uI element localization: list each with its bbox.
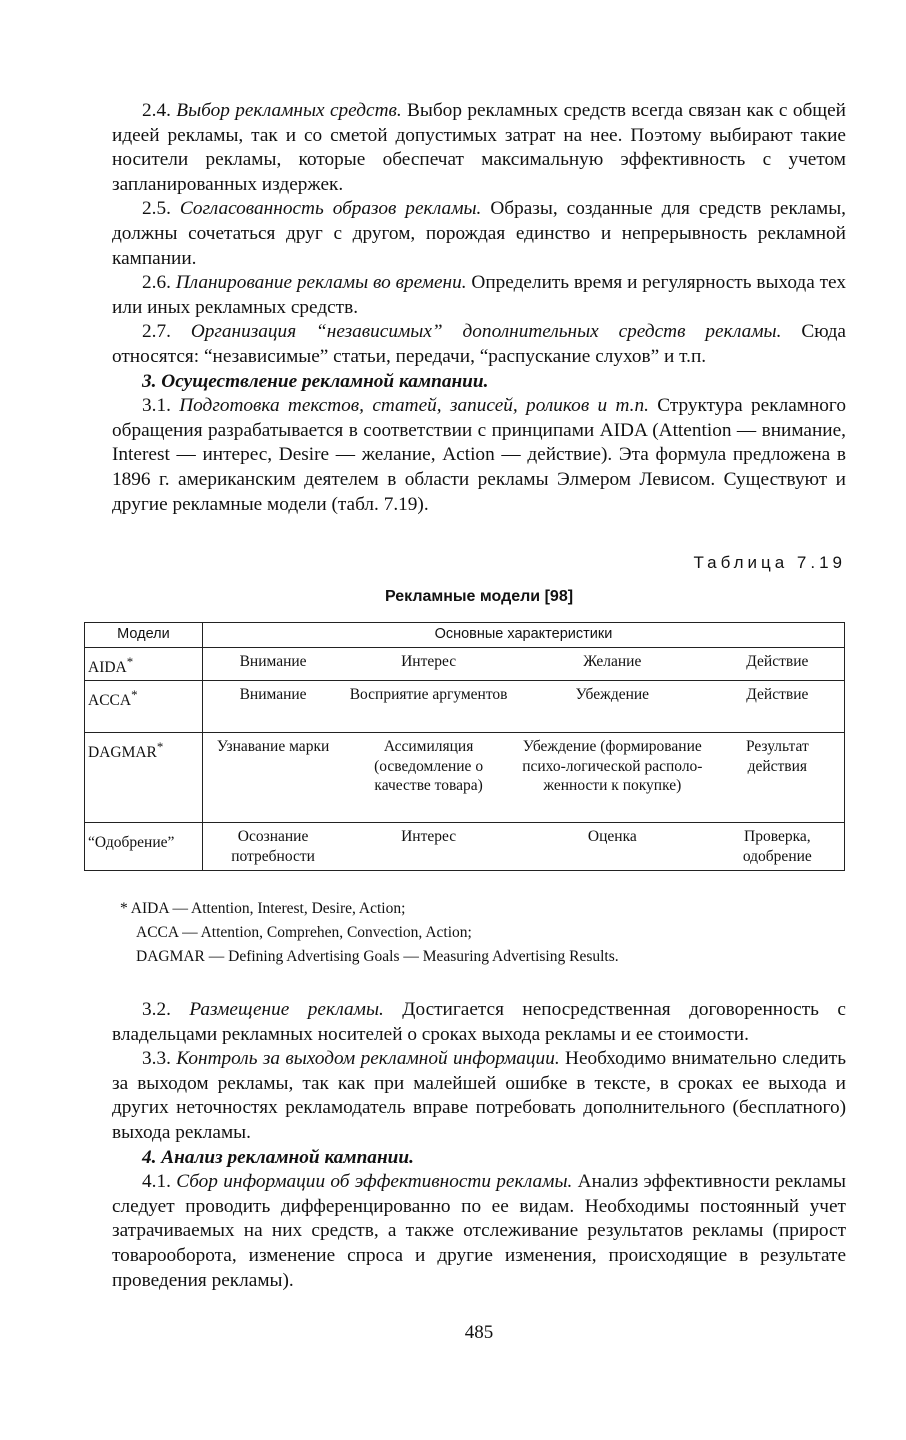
table-cell: Интерес: [343, 647, 514, 681]
paragraph-text: Достигается непосредственная договоренность с владельцами рекламных носителей о сроках выхода рекламы и ее стоимости.: [112, 999, 846, 1045]
paragraph-number: 3.3.: [142, 1048, 177, 1070]
table-title: Рекламные модели [98]: [384, 588, 574, 605]
paragraph-text: Определить время и регулярность выхода тех или иных рекламных средств.: [112, 272, 846, 318]
paragraph-text: Сюда относятся: “независимые” статьи, передачи, “распускание слухов” и т.п.: [112, 321, 846, 367]
model-name: AIDA*: [85, 647, 203, 681]
paragraph-3-2: [112, 998, 846, 1047]
footnote-acca: ACCA — Attention, Comprehen, Convection, Action;: [136, 924, 472, 941]
paragraph-2-6: [112, 271, 846, 320]
table-cell: Проверка, одобрение: [711, 823, 845, 871]
book-page: [88, 0, 846, 1440]
paragraph-number: 2.7.: [142, 321, 191, 343]
table-cell: Убеждение (формирование психо-логической располо-женности к покупке): [514, 733, 711, 823]
paragraph-title: Размещение рекламы.: [189, 999, 384, 1020]
paragraph-title: Подготовка текстов, статей, записей, роликов и т.п.: [179, 395, 649, 417]
table-header-row: [85, 623, 845, 648]
paragraph-title: Контроль за выходом рекламной информации.: [176, 1048, 560, 1070]
paragraph-number: 2.5.: [142, 198, 180, 220]
paragraph-text: Анализ эффективности рекламы следует проводить дифференцированно по ее видам. Необходимы постоянный учет затрачиваемых на них средств, а также отслеживание результатов рекламы (прирост товарооборота, изменение спроса и другие изменения, происходящие в результате проведения рекламы).: [112, 1171, 846, 1291]
table-cell: Внимание: [202, 681, 343, 733]
table-cell: Убеждение: [514, 681, 711, 733]
page-number: 485: [464, 1322, 494, 1343]
section-4-heading: 4. Анализ рекламной кампании.: [142, 1146, 414, 1168]
paragraph-number: 2.4.: [142, 100, 177, 121]
paragraph-title: Согласованность образов рекламы.: [179, 198, 482, 220]
paragraph-text: Необходимо внимательно следить за выходом рекламы, так как при малейшей ошибке в тексте, в сроках ее выхода и других неточностях рекламодатель вправе потребовать дополнительного (бесплатного) выхода рекламы.: [112, 1048, 846, 1143]
table-cell: Интерес: [343, 823, 514, 871]
paragraph-3-1: [112, 394, 846, 517]
text-block-section-2: [112, 99, 846, 517]
table-cell: Узнавание марки: [202, 733, 343, 823]
paragraph-2-4: [112, 99, 846, 197]
table-cell: Действие: [711, 647, 845, 681]
section-3-heading: 3. Осуществление рекламной кампании.: [142, 370, 489, 392]
header-models: Модели: [85, 623, 203, 648]
table-row: [85, 681, 845, 733]
paragraph-text: Структура рекламного обращения разрабатывается в соответствии с принципами AIDA (Attention — внимание, Interest — интерес, Desire — желание, Action — действие). Эта формула предложена в 1896 г. американским деятелем в области рекламы Элмером Левисом. Существуют и другие рекламные модели (табл. 7.19).: [112, 395, 846, 515]
paragraph-title: Выбор рекламных средств.: [176, 100, 402, 121]
paragraph-number: 4.1.: [142, 1171, 177, 1193]
paragraph-title: Организация “независимых” дополнительных средств рекламы.: [190, 321, 782, 343]
table-cell: Осознание потребности: [202, 823, 343, 871]
paragraph-text: Образы, созданные для средств рекламы, должны сочетаться друг с другом, порождая единство и непрерывность рекламной кампании.: [112, 198, 846, 269]
model-name: “Одобрение”: [85, 823, 203, 871]
paragraph-2-5: [112, 197, 846, 271]
paragraph-2-7: [112, 320, 846, 369]
text-block-bottom: [112, 998, 846, 1293]
table-row: [85, 733, 845, 823]
paragraph-3-3: [112, 1047, 846, 1145]
paragraph-text: Выбор рекламных средств всегда связан как с общей идеей рекламы, так и со сметой допустимых затрат на нее. Поэтому выбирают такие носители рекламы, которые обеспечат максимальную эффективность с учетом запланированных издержек.: [112, 100, 846, 195]
table-number: Таблица 7.19: [693, 553, 846, 572]
table-cell: Восприятие аргументов: [343, 681, 514, 733]
table-cell: Результат действия: [711, 733, 845, 823]
table-cell: Оценка: [514, 823, 711, 871]
paragraph-4-1: [112, 1170, 846, 1293]
table-row: [85, 647, 845, 681]
model-name: DAGMAR*: [85, 733, 203, 823]
paragraph-number: 3.1.: [142, 395, 180, 417]
table-cell: Внимание: [202, 647, 343, 681]
table-cell: Действие: [711, 681, 845, 733]
table-cell: Ассимиляция (осведомление о качестве товара): [343, 733, 514, 823]
footnote-aida: * AIDA — Attention, Interest, Desire, Action;: [120, 900, 406, 917]
paragraph-number: 3.2.: [142, 999, 190, 1020]
paragraph-title: Сбор информации об эффективности рекламы.: [176, 1171, 573, 1193]
advertising-models-table: [84, 622, 845, 871]
header-characteristics: Основные характеристики: [202, 623, 844, 648]
table-row: [85, 823, 845, 871]
footnote-dagmar: DAGMAR — Defining Advertising Goals — Measuring Advertising Results.: [136, 948, 619, 965]
paragraph-title: Планирование рекламы во времени.: [175, 272, 467, 294]
model-name: ACCA*: [85, 681, 203, 733]
table-cell: Желание: [514, 647, 711, 681]
paragraph-number: 2.6.: [142, 272, 176, 294]
